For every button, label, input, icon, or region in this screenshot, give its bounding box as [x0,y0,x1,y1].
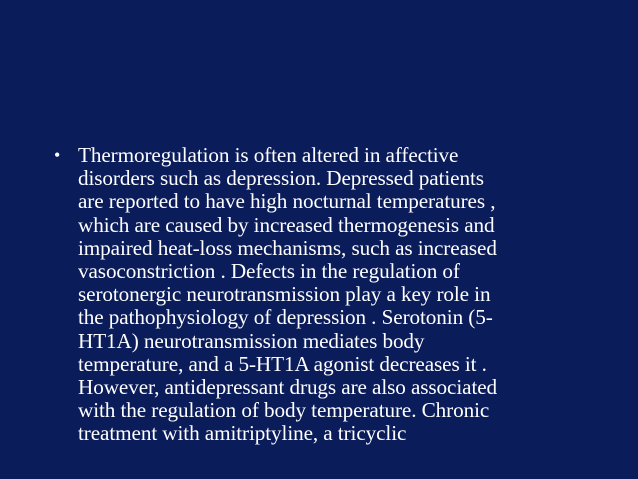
bullet-text-line: vasoconstriction . Defects in the regulation of [78,259,460,284]
bullet-text-line: which are caused by increased thermogenesis and [78,212,495,237]
bullet-text-line: with the regulation of body temperature. Chronic [78,398,490,423]
bullet-text-line: treatment with amitriptyline, a tricyclic [78,421,407,446]
bullet-item [54,144,614,446]
bullet-text-line: Thermoregulation is often altered in affective [78,143,459,167]
bullet-text-line: impaired heat-loss mechanisms, such as increased [78,235,497,260]
bullet-text-line: HT1A) neurotransmission mediates body [78,328,425,353]
bullet-text-line: the pathophysiology of depression . Serotonin (5- [78,305,493,330]
bullet-list [54,144,614,446]
bullet-text-line: However, antidepressant drugs are also associated [78,375,498,400]
bullet-dot-icon: • [54,145,61,165]
bullet-text-line: disorders such as depression. Depressed patients [78,166,484,191]
bullet-text-line: are reported to have high nocturnal temperatures , [78,189,496,214]
bullet-text-line: serotonergic neurotransmission play a key role in [78,282,491,307]
bullet-text-line: temperature, and a 5-HT1A agonist decreases it . [78,351,487,376]
